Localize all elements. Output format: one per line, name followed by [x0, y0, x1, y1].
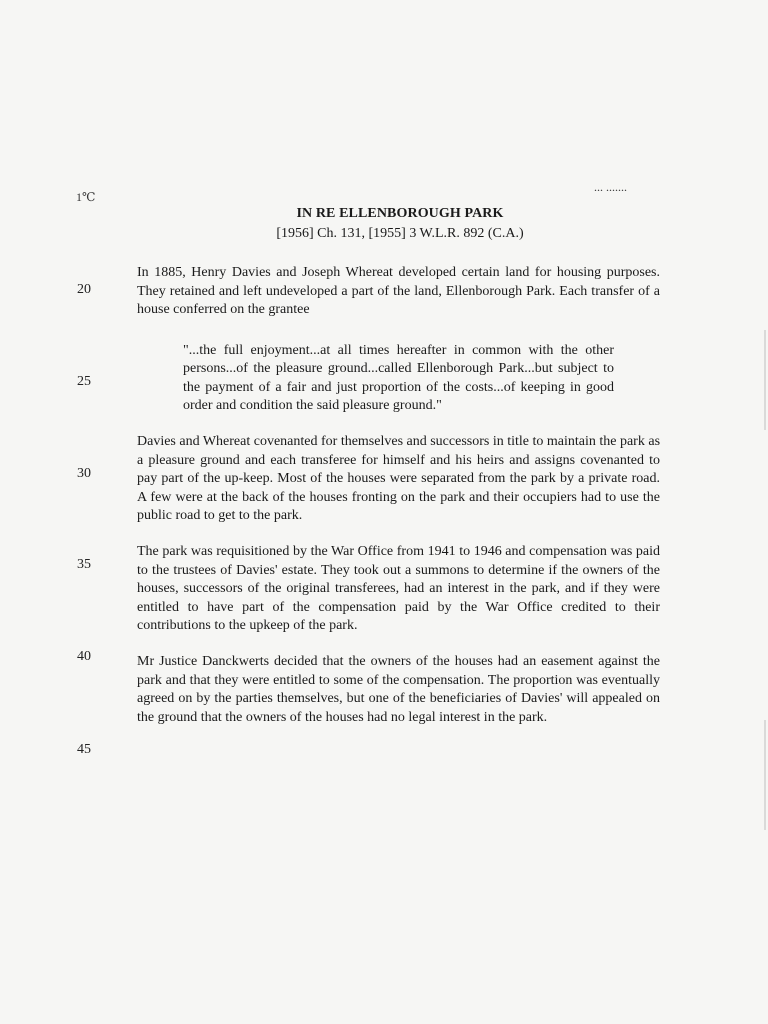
line-number-20: 20	[77, 282, 91, 297]
paragraph-requisition: The park was requisitioned by the War Office from 1941 to 1946 and compensation was paid to the trustees of Davies' estate. They took out a summons to determine if the owners of the houses, successors of the original transferees, had an interest in the park, and if they were entitled to have part of the compensation paid by the War Office credited to their contributions to the upkeep of the park.	[137, 544, 660, 634]
line-number-45: 45	[77, 742, 91, 757]
case-title: IN RE ELLENBOROUGH PARK	[296, 206, 504, 221]
line-number-25: 25	[77, 374, 91, 389]
scan-edge-mark	[764, 330, 766, 430]
header-fragment-left: 1℃	[76, 190, 96, 204]
header-fragment-right: ... .......	[594, 180, 627, 194]
block-quote-grant: "...the full enjoyment...at all times hereafter in common with the other persons...of the pleasure ground...called Ellenborough Park...but subject to the payment of a fair and just proportion of the costs...of keeping in good order and condition the said pleasure ground."	[183, 343, 614, 414]
paragraph-decision: Mr Justice Danckwerts decided that the owners of the houses had an easement against the park and that they were entitled to some of the compensation. The proportion was eventually agreed on by the parties themselves, but one of the beneficiaries of Davies' will appealed on the ground that the owners of the houses had no legal interest in the park.	[137, 654, 660, 725]
case-heading	[200, 206, 600, 242]
case-citation: [1956] Ch. 131, [1955] 3 W.L.R. 892 (C.A.)	[276, 226, 524, 241]
paragraph-facts: In 1885, Henry Davies and Joseph Whereat developed certain land for housing purposes. They retained and left undeveloped a part of the land, Ellenborough Park. Each transfer of a house conferred on the grantee	[137, 265, 660, 318]
line-number-30: 30	[77, 466, 91, 481]
scan-edge-mark	[764, 720, 766, 830]
line-number-35: 35	[77, 557, 91, 572]
line-number-40: 40	[77, 649, 91, 664]
paragraph-covenants: Davies and Whereat covenanted for themselves and successors in title to maintain the park as a pleasure ground and each transferee for himself and his heirs and assigns covenanted to pay part of the up-keep. Most of the houses were separated from the park by a private road. A few were at the back of the houses fronting on the park and their occupiers had to use the public road to get to the park.	[137, 434, 661, 524]
